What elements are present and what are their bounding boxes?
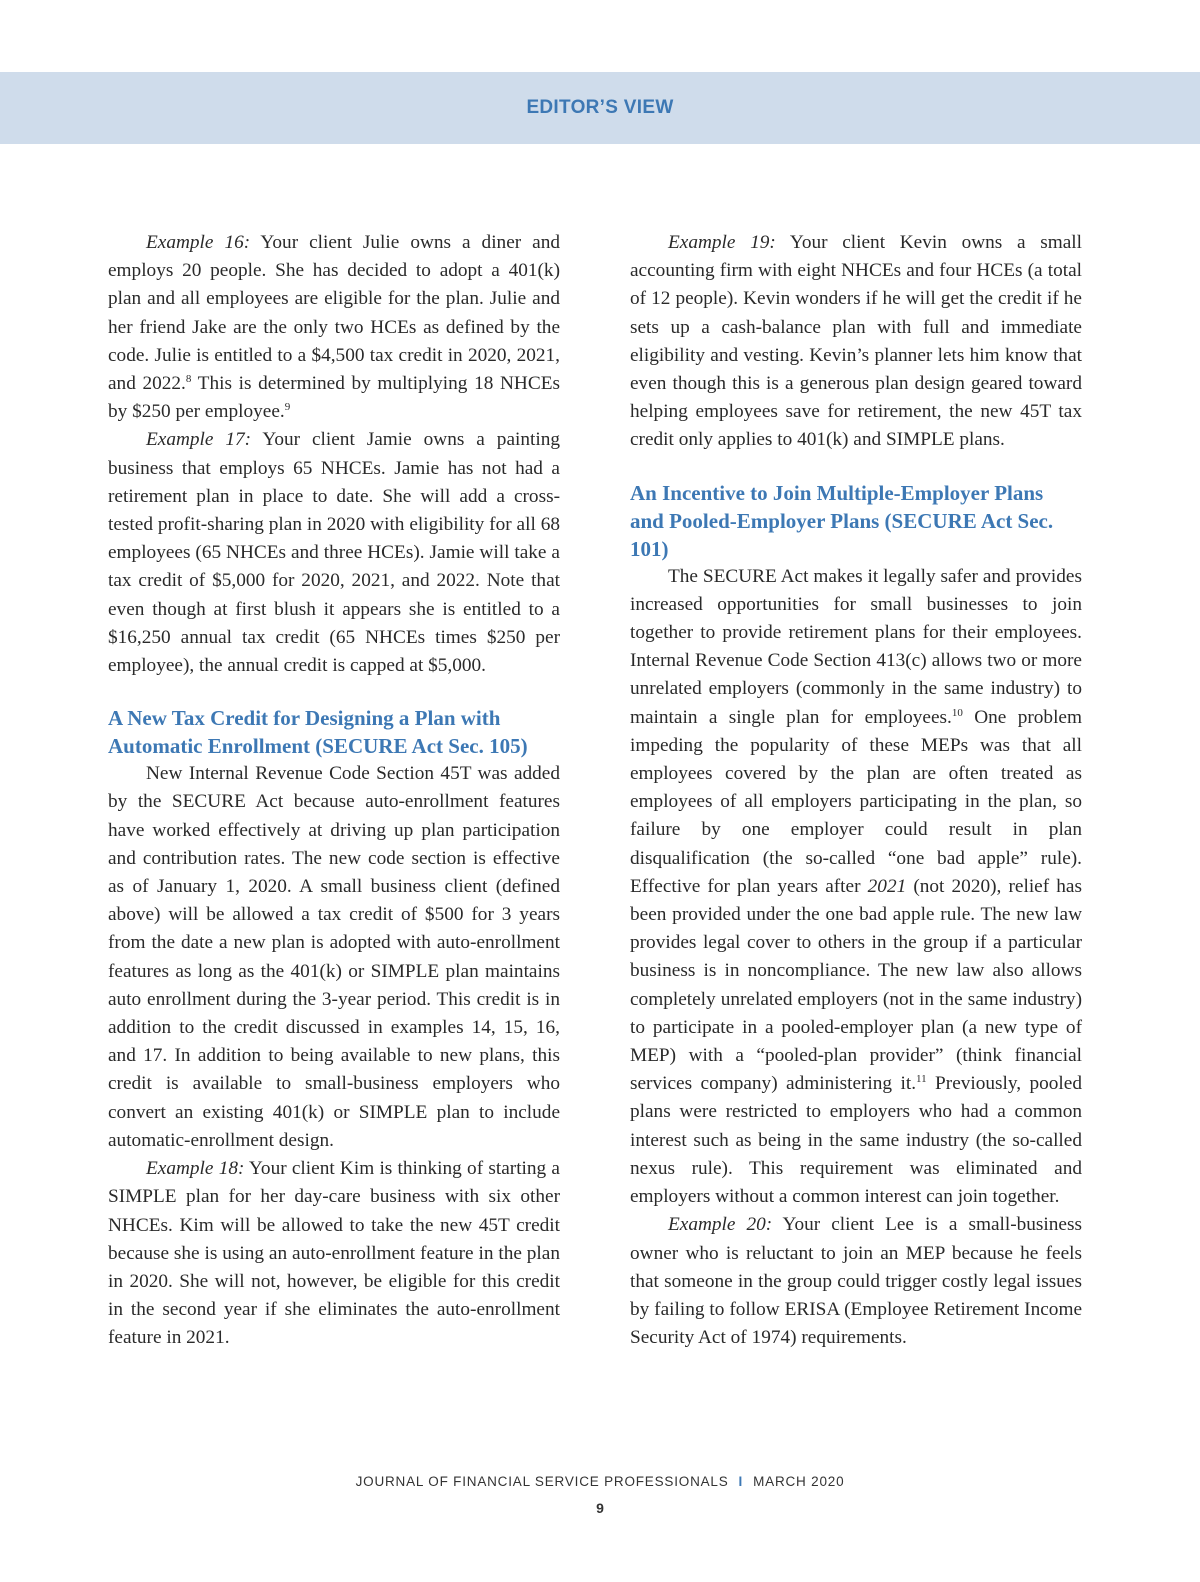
paragraph-section-45t: New Internal Revenue Code Section 45T was added by the SECURE Act because auto-enrollment features have worked effectively at driving up plan participation and contribution rates. The new code section is effective as of January 1, 2020. A small business client (defined above) will be allowed a tax credit of $500 for 3 years from the date a new plan is adopted with auto-enrollment features as long as the 401(k) or SIMPLE plan maintains auto enrollment during the 3-year period. This credit is in addition to the credit discussed in examples 14, 15, 16, and 17. In addition to being available to new plans, this credit is available to small-business employers who convert an existing 401(k) or SIMPLE plan to include automatic-enrollment design. — [108, 763, 560, 1151]
section-header-band — [0, 72, 1200, 144]
paragraph-text: Your client Jamie owns a painting business that employs 65 NHCEs. Jamie has not had a retirement plan in place to date. She will add a cross-tested profit-sharing plan in 2020 with eligibility for all 68 employees (65 NHCEs and three HCEs). Jamie will take a tax credit of $5,000 for 2020, 2021, and 2022. Note that even though at first blush it appears she is entitled to a $16,250 annual tax credit (65 NHCEs times $250 per employee), the annual credit is capped at $5,000. — [108, 429, 560, 677]
footnote-ref: 9 — [284, 401, 291, 414]
paragraph-text: The SECURE Act makes it legally safer and provides increased opportunities for small businesses to join together to provide retirement plans for their employees. Internal Revenue Code Section 413(c) allows two or more unrelated employers (commonly in the same industry) to maintain a single plan for employees. — [630, 565, 1082, 728]
paragraph-text: Your client Kim is thinking of starting a SIMPLE plan for her day-care business with six other NHCEs. Kim will be allowed to take the new 45T credit because she is using an auto-enrollment feature in the plan in 2020. She will not, however, be eligible for this credit in the second year if she eliminates the auto-enrollment feature in 2021. — [108, 1158, 560, 1349]
right-column — [630, 229, 1082, 1352]
paragraph-text: Previously, pooled plans were restricted to employers who had a common interest such as being in the same industry (the so-called nexus rule). This requirement was eliminated and employers without a common interest can join together. — [630, 1073, 1082, 1208]
paragraph-example-17 — [108, 426, 560, 680]
paragraph-text: Your client Lee is a small-business owner who is reluctant to join an MEP because he feels that someone in the group could trigger costly legal issues by failing to follow ERISA (Employee Retirement Income Security Act of 1974) requirements. — [630, 1214, 1082, 1349]
example-label: Example 18: — [146, 1158, 245, 1180]
journal-name: JOURNAL OF FINANCIAL SERVICE PROFESSIONALS — [355, 1474, 729, 1489]
paragraph-text: One problem impeding the popularity of these MEPs was that all employees covered by the plan are often treated as employees of all employers participating in the plan, so failure by one employer could result in plan disqualification (the so-called “one bad apple” rule). Effective for plan years after — [630, 706, 1082, 897]
example-label: Example 16: — [146, 232, 251, 253]
section-heading-mep: An Incentive to Join Multiple-Employer Plans and Pooled-Employer Plans (SECURE Act Sec. 101) — [630, 480, 1054, 561]
paragraph-text: Your client Kevin owns a small accounting firm with eight NHCEs and four HCEs (a total of 12 people). Kevin wonders if he will get the credit if he sets up a cash-balance plan with full and immediate eligibility and vesting. Kevin’s planner lets him know that even though this is a generous plan design geared toward helping employees save for retirement, the new 45T tax credit only applies to 401(k) and SIMPLE plans. — [630, 232, 1082, 451]
section-heading-tax-credit: A New Tax Credit for Designing a Plan with Automatic Enrollment (SECURE Act Sec. 105) — [108, 706, 528, 759]
example-label: Example 19: — [668, 232, 776, 253]
example-label: Example 17: — [146, 429, 252, 451]
footnote-ref: 11 — [916, 1073, 927, 1086]
paragraph-example-18 — [108, 1155, 560, 1352]
paragraph-example-19 — [630, 229, 1082, 455]
paragraph-secure-act — [630, 563, 1082, 1212]
footer — [0, 1474, 1200, 1489]
footnote-ref: 10 — [951, 706, 963, 719]
left-column — [108, 229, 560, 1353]
section-title: EDITOR’S VIEW — [526, 97, 674, 118]
paragraph-text: This is determined by multiplying 18 NHCEs by $250 per employee. — [108, 373, 560, 423]
example-label: Example 20: — [668, 1214, 773, 1236]
footer-separator: I — [738, 1474, 744, 1489]
issue-date: MARCH 2020 — [753, 1474, 845, 1489]
paragraph-example-20 — [630, 1211, 1082, 1352]
emphasized-year: 2021 — [867, 875, 907, 897]
footnote-ref: 8 — [185, 373, 192, 386]
paragraph-text: (not 2020), relief has been provided under the one bad apple rule. The new law provides legal cover to others in the group if a particular business is in noncompliance. The new law also allows completely unrelated employers (not in the same industry) to participate in a pooled-employer plan (a new type of MEP) with a “pooled-plan provider” (think financial services company) administering it. — [630, 875, 1082, 1095]
paragraph-text: Your client Julie owns a diner and employs 20 people. She has decided to adopt a 401(k) plan and all employees are eligible for the plan. Julie and her friend Jake are the only two HCEs as defined by the code. Julie is entitled to a $4,500 tax credit in 2020, 2021, and 2022. — [108, 232, 560, 395]
page-number: 9 — [596, 1500, 604, 1516]
paragraph-example-16 — [108, 229, 560, 426]
